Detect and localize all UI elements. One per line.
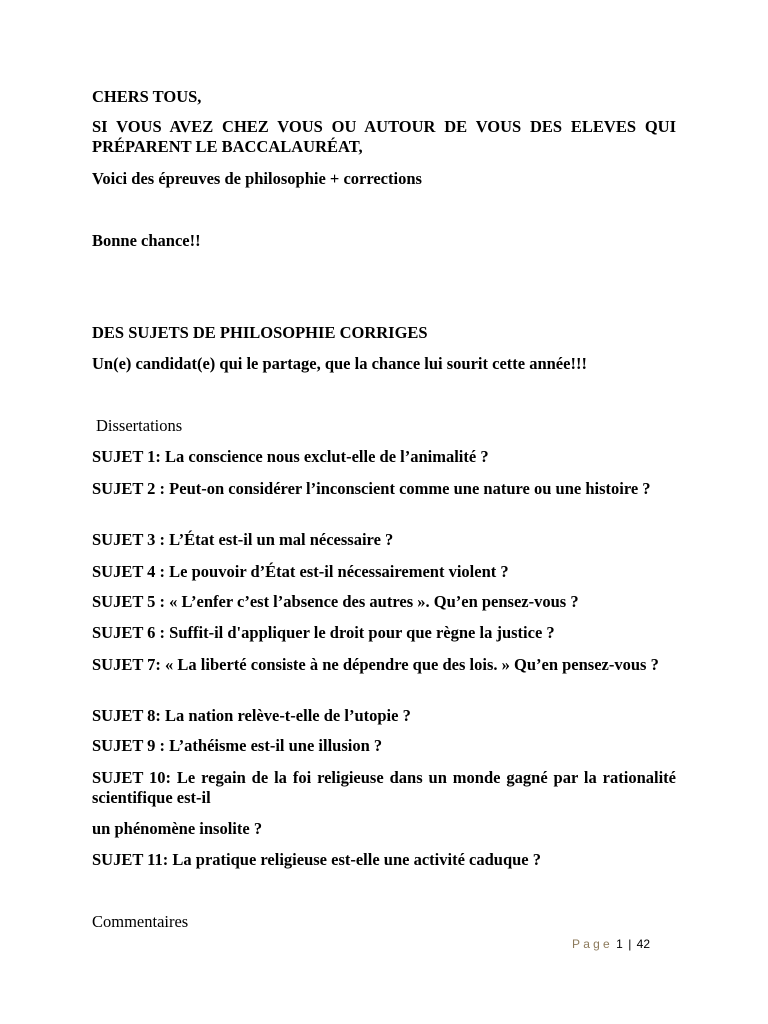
total-pages: 42 [636,937,651,951]
commentaires-heading: Commentaires [92,912,189,931]
sujet-10-continuation: un phénomène insolite ? [92,819,263,838]
sujet-1: SUJET 1: La conscience nous exclut-elle de l’animalité ? [92,447,489,466]
intro-line: SI VOUS AVEZ CHEZ VOUS OU AUTOUR DE VOUS DES ELEVES QUI PRÉPARENT LE BACCALAURÉAT, [92,117,676,156]
dissertations-heading: Dissertations [96,416,183,435]
wish-line: Bonne chance!! [92,231,201,250]
sujet-7: SUJET 7: « La liberté consiste à ne dépendre que des lois. » Qu’en pensez-vous ? [92,655,659,674]
sujet-9: SUJET 9 : L’athéisme est-il une illusion ? [92,736,383,755]
sujet-4: SUJET 4 : Le pouvoir d’État est-il nécessairement violent ? [92,562,509,581]
sujet-3: SUJET 3 : L’État est-il un mal nécessaire ? [92,530,394,549]
sujet-11: SUJET 11: La pratique religieuse est-elle une activité caduque ? [92,850,542,869]
sujet-6: SUJET 6 : Suffit-il d'appliquer le droit pour que règne la justice ? [92,623,555,642]
sujet-10: SUJET 10: Le regain de la foi religieuse dans un monde gagné par la rationalité scientifique est-il [92,768,676,807]
share-line: Un(e) candidat(e) qui le partage, que la chance lui sourit cette année!!! [92,354,587,373]
sujet-2: SUJET 2 : Peut-on considérer l’inconscient comme une nature ou une histoire ? [92,479,651,498]
page-number: 1 [616,937,623,951]
page-word: Page [572,937,613,951]
sujet-5: SUJET 5 : « L’enfer c’est l’absence des autres ». Qu’en pensez-vous ? [92,592,579,611]
page-separator: | [628,937,632,951]
greeting: CHERS TOUS, [92,87,202,106]
page-footer [572,936,650,952]
section-title: DES SUJETS DE PHILOSOPHIE CORRIGES [92,323,428,342]
subject-line: Voici des épreuves de philosophie + corrections [92,169,422,188]
sujet-8: SUJET 8: La nation relève-t-elle de l’utopie ? [92,706,411,725]
